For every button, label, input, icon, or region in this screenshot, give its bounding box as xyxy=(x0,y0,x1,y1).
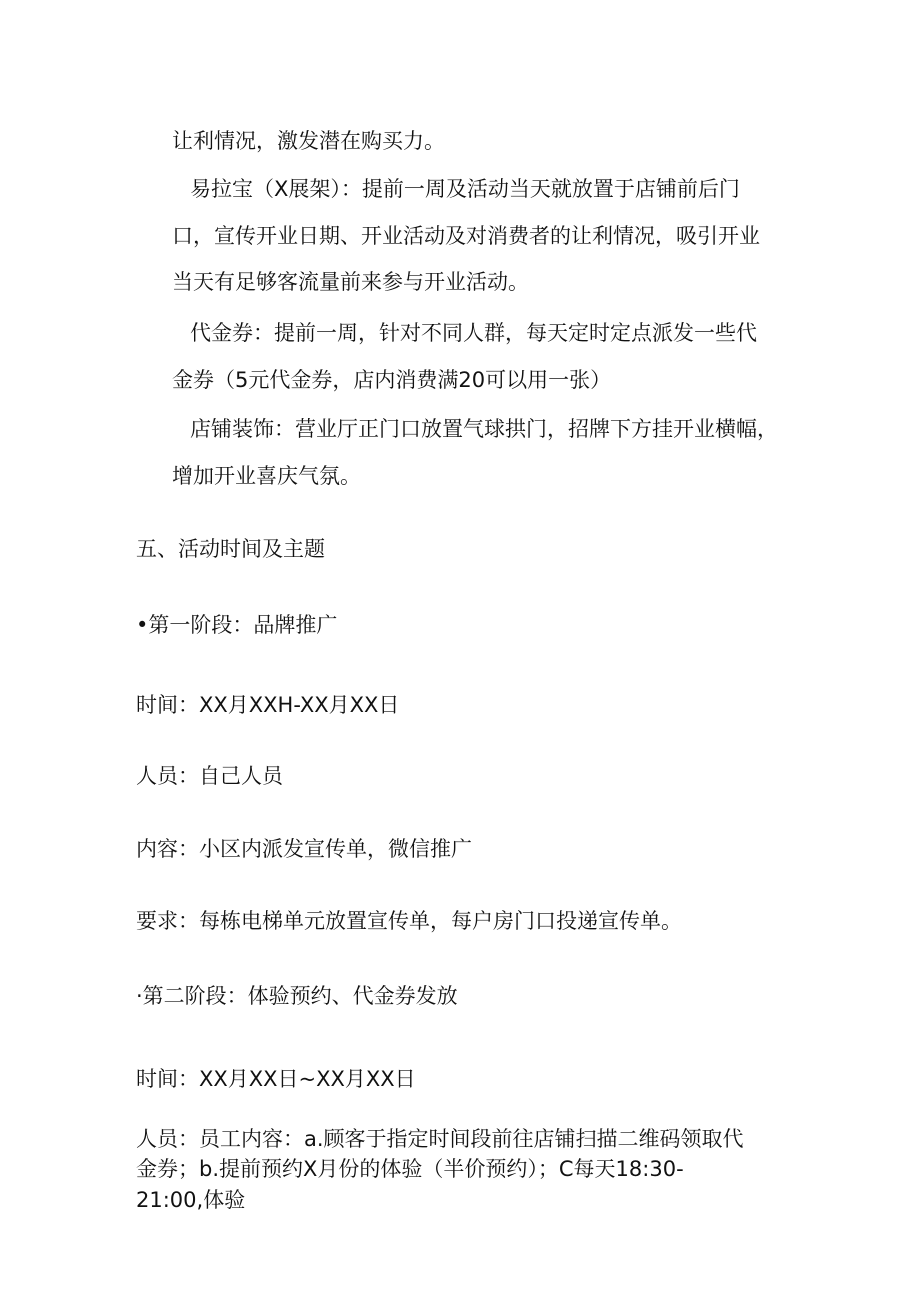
paragraph-line: 口，宣传开业日期、开业活动及对消费者的让利情况，吸引开业 xyxy=(172,223,760,248)
paragraph-x-banner xyxy=(172,174,760,299)
stage2-detail xyxy=(136,1124,744,1215)
paragraph-line: 当天有足够客流量前来参与开业活动。 xyxy=(172,270,529,294)
stage1-time: 时间：XX月XXH-XX月XX日 xyxy=(136,693,400,717)
paragraph-line: 增加开业喜庆气氛。 xyxy=(172,463,361,488)
paragraph-line: 金券；b.提前预约X月份的体验（半价预约）；C每天18:30- xyxy=(136,1157,684,1182)
section-heading: 五、活动时间及主题 xyxy=(136,537,325,561)
paragraph-voucher xyxy=(172,318,757,396)
paragraph-line: 代金券：提前一周，针对不同人群，每天定时定点派发一些代 xyxy=(190,321,757,345)
paragraph-decoration xyxy=(172,414,778,492)
stage1-requirement: 要求：每栋电梯单元放置宣传单，每户房门口投递宣传单。 xyxy=(136,909,682,933)
paragraph-line: 易拉宝（X展架）：提前一周及活动当天就放置于店铺前后门 xyxy=(190,177,740,201)
stage2-title: ·第二阶段：体验预约、代金券发放 xyxy=(136,984,458,1008)
stage1-title: •第一阶段：品牌推广 xyxy=(136,613,338,637)
paragraph-line: 让利情况，激发潜在购买力。 xyxy=(172,129,445,153)
paragraph-line: 店铺装饰：营业厅正门口放置气球拱门，招牌下方挂开业横幅， xyxy=(190,417,778,441)
stage1-content: 内容：小区内派发宣传单，微信推广 xyxy=(136,837,472,861)
paragraph-line: 金券（5元代金券，店内消费满20可以用一张） xyxy=(172,367,612,392)
paragraph-line: 人员：员工内容：a.顾客于指定时间段前往店铺扫描二维码领取代 xyxy=(136,1127,744,1151)
paragraph-line: 21:00,体验 xyxy=(136,1187,246,1212)
stage2-time: 时间：XX月XX日~XX月XX日 xyxy=(136,1067,416,1091)
stage1-people: 人员：自己人员 xyxy=(136,764,283,788)
